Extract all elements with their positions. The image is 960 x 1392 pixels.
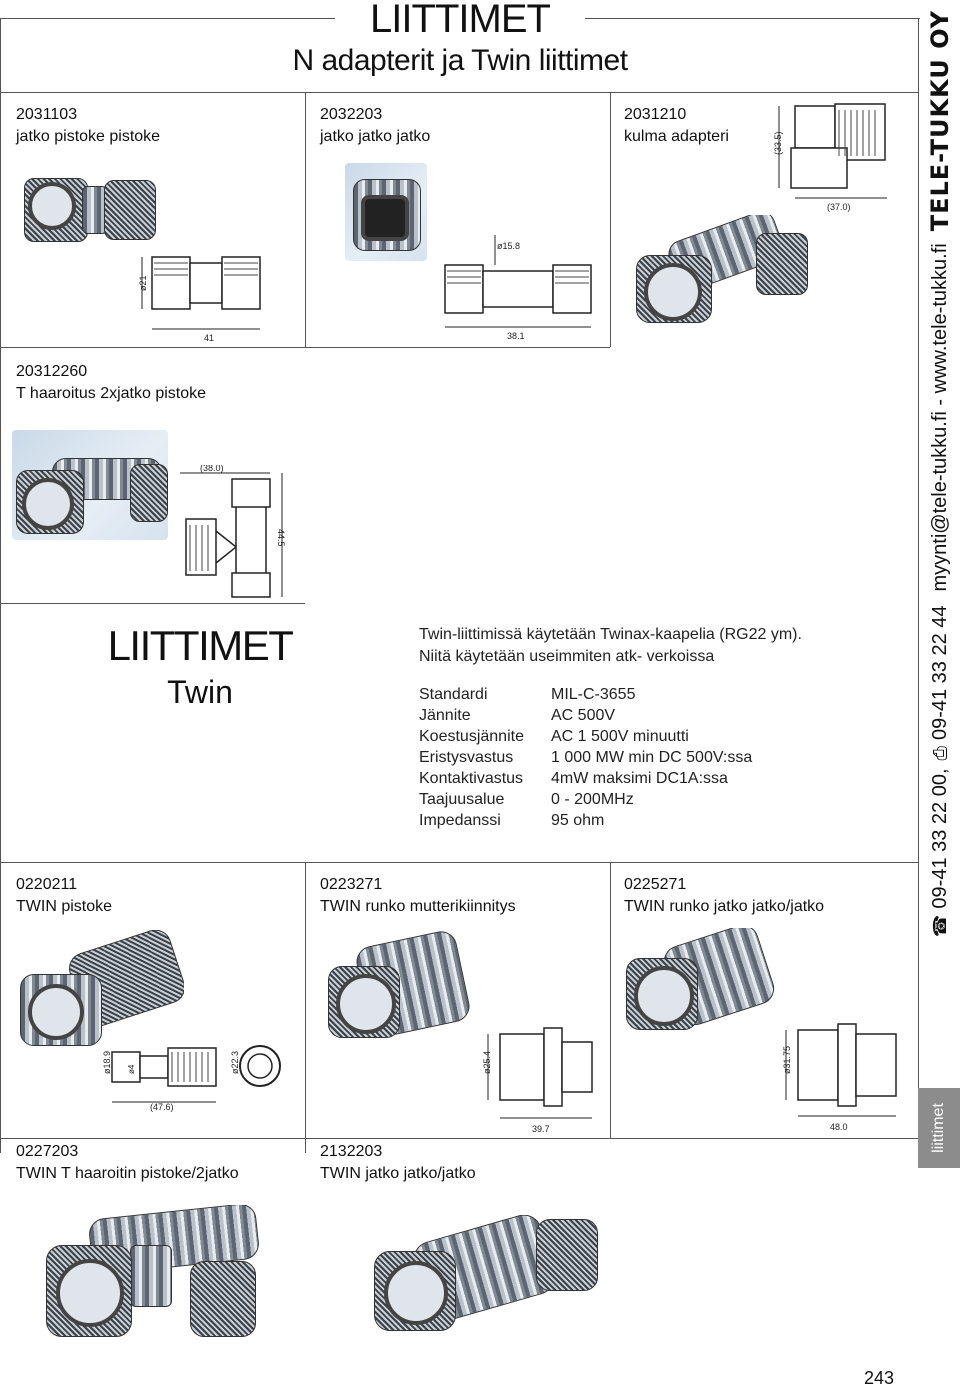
spec-key: Koestusjännite bbox=[419, 728, 524, 745]
product-2031210 bbox=[624, 104, 729, 148]
frame-right bbox=[918, 18, 919, 1153]
sidebar-contact bbox=[920, 0, 960, 1088]
col-separator-4 bbox=[610, 862, 611, 1138]
product-code: 0225271 bbox=[624, 876, 687, 893]
dim-label: 39.7 bbox=[532, 1124, 550, 1134]
product-description: TWIN runko mutterikiinnitys bbox=[320, 898, 516, 915]
intro-text bbox=[419, 624, 802, 668]
row-separator-4 bbox=[0, 862, 918, 863]
row-separator-2 bbox=[0, 347, 610, 348]
product-photo bbox=[368, 1215, 600, 1335]
spec-key: Impedanssi bbox=[419, 812, 501, 829]
spec-key: Kontaktivastus bbox=[419, 770, 524, 787]
product-code: 2031103 bbox=[16, 106, 78, 123]
intro-line: Niitä käytetään useimmiten atk- verkoissa bbox=[419, 648, 715, 665]
dim-label: (37.0) bbox=[827, 202, 851, 212]
dim-label: (38.0) bbox=[200, 465, 224, 473]
product-description: jatko pistoke pistoke bbox=[16, 128, 161, 145]
dim-label: ø18.9 bbox=[102, 1050, 112, 1074]
product-code: 0220211 bbox=[16, 876, 78, 893]
technical-drawing bbox=[435, 225, 605, 345]
product-photo bbox=[630, 215, 810, 327]
spec-row bbox=[419, 707, 752, 728]
spec-value: 1 000 MW min DC 500V:ssa bbox=[551, 749, 753, 766]
spec-row bbox=[419, 686, 752, 707]
col-separator-1 bbox=[305, 92, 306, 347]
dim-label: 48.0 bbox=[830, 1122, 848, 1132]
dim-label: (47.6) bbox=[150, 1102, 174, 1112]
product-description: jatko jatko jatko bbox=[320, 128, 431, 145]
frame-left bbox=[0, 18, 1, 1153]
section-title: LIITTIMET bbox=[107, 622, 293, 669]
product-code: 2032203 bbox=[320, 106, 383, 123]
product-0227203 bbox=[16, 1141, 239, 1185]
technical-drawing bbox=[765, 100, 900, 212]
spec-key: Eristysvastus bbox=[419, 749, 514, 766]
phone-number: 09-41 33 22 00, bbox=[928, 768, 951, 909]
product-description: kulma adapteri bbox=[624, 128, 729, 145]
spec-row bbox=[419, 749, 752, 770]
spec-row bbox=[419, 791, 752, 812]
dim-label: 41 bbox=[204, 333, 215, 343]
spec-value: 4mW maksimi DC1A:ssa bbox=[551, 770, 728, 787]
phone-icon: ☎ bbox=[929, 914, 950, 937]
technical-drawing bbox=[770, 1020, 910, 1138]
frame-top-right bbox=[585, 18, 920, 19]
page-number: 243 bbox=[864, 1368, 895, 1388]
row-separator-5 bbox=[0, 1138, 918, 1139]
section-subtitle: Twin bbox=[167, 674, 233, 710]
brand-name: TELE-TUKKU OY bbox=[926, 10, 954, 232]
product-0225271 bbox=[624, 874, 824, 918]
product-description: T haaroitus 2xjatko pistoke bbox=[16, 385, 207, 402]
category-label: liittimet bbox=[930, 1103, 947, 1153]
spec-key: Jännite bbox=[419, 707, 471, 724]
dim-label: ø4 bbox=[127, 1064, 136, 1074]
dim-label: (33.5) bbox=[773, 131, 783, 155]
spec-key: Standardi bbox=[419, 686, 488, 703]
dim-label: ø31.75 bbox=[782, 1045, 792, 1074]
product-description: TWIN runko jatko jatko/jatko bbox=[624, 898, 825, 915]
product-2032203 bbox=[320, 104, 430, 148]
product-20312260 bbox=[16, 361, 206, 405]
page-title: LIITTIMET bbox=[340, 0, 580, 40]
product-code: 20312260 bbox=[16, 363, 88, 380]
dim-label: ø21 bbox=[138, 275, 148, 291]
col-separator-2 bbox=[610, 92, 611, 347]
product-photo bbox=[345, 163, 427, 261]
intro-line: Twin-liittimissä käytetään Twinax-kaapelia (RG22 ym). bbox=[419, 626, 802, 643]
product-0220211 bbox=[16, 874, 112, 918]
product-description: TWIN pistoke bbox=[16, 898, 113, 915]
technical-drawing bbox=[130, 245, 280, 345]
technical-drawing bbox=[470, 1020, 600, 1138]
product-photo bbox=[14, 930, 184, 1050]
dim-label: 44.5 bbox=[276, 529, 286, 547]
spec-value: AC 1 500V minuutti bbox=[551, 728, 689, 745]
technical-drawing bbox=[170, 465, 300, 600]
product-photo bbox=[12, 430, 168, 540]
technical-drawing bbox=[90, 1040, 290, 1112]
frame-top-left bbox=[0, 18, 335, 19]
product-code: 2132203 bbox=[320, 1143, 383, 1160]
product-code: 0227203 bbox=[16, 1143, 79, 1160]
dim-label: ø22.3 bbox=[230, 1050, 240, 1074]
spec-row bbox=[419, 812, 752, 833]
product-0223271 bbox=[320, 874, 516, 918]
product-description: TWIN jatko jatko/jatko bbox=[320, 1165, 476, 1182]
product-code: 0223271 bbox=[320, 876, 383, 893]
product-photo bbox=[620, 928, 775, 1040]
fax-icon: ⎙ bbox=[929, 746, 950, 761]
email-web: myynti@tele-tukku.fi - www.tele-tukku.fi bbox=[928, 243, 951, 592]
category-tab bbox=[918, 1088, 960, 1168]
spec-row bbox=[419, 770, 752, 791]
spec-value: 0 - 200MHz bbox=[551, 791, 634, 808]
col-separator-5 bbox=[305, 1138, 306, 1153]
product-2132203 bbox=[320, 1141, 476, 1185]
dim-label: 38.1 bbox=[507, 331, 525, 341]
page-subtitle: N adapterit ja Twin liittimet bbox=[292, 44, 628, 77]
product-photo bbox=[322, 930, 472, 1050]
dim-label: ø25.4 bbox=[482, 1050, 492, 1074]
col-separator-3 bbox=[305, 862, 306, 1138]
row-separator-1 bbox=[0, 92, 918, 93]
row-separator-3 bbox=[0, 603, 305, 604]
spec-key: Taajuusalue bbox=[419, 791, 505, 808]
spec-value: 95 ohm bbox=[551, 812, 605, 829]
product-2031103 bbox=[16, 104, 160, 148]
spec-value: AC 500V bbox=[551, 707, 616, 724]
spec-value: MIL-C-3655 bbox=[551, 686, 636, 703]
spec-row bbox=[419, 728, 752, 749]
spec-table bbox=[419, 686, 752, 833]
fax-number: 09-41 33 22 44 bbox=[928, 605, 951, 741]
product-description: TWIN T haaroitin pistoke/2jatko bbox=[16, 1165, 239, 1182]
dim-label: ø15.8 bbox=[497, 241, 521, 251]
product-photo bbox=[40, 1205, 260, 1345]
product-code: 2031210 bbox=[624, 106, 687, 123]
